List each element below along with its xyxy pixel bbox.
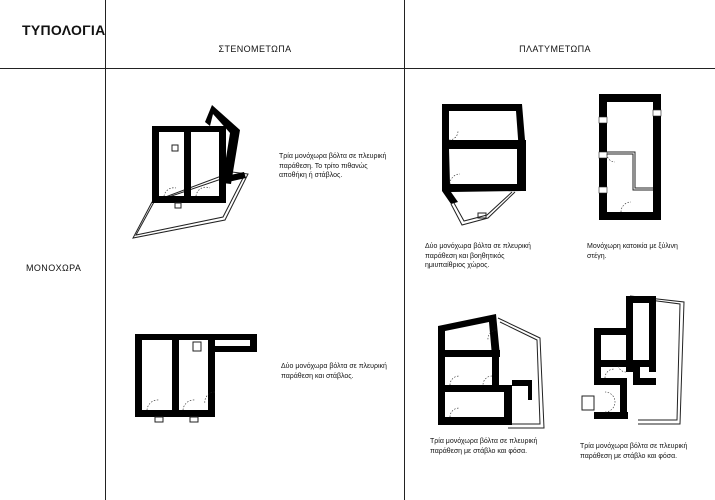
caption-stenometopa-bottom: Δύο μονόχωρα βόλτα σε πλευρική παράθεση και στάβλος.: [281, 363, 387, 380]
column-divider: [404, 0, 405, 500]
column-header-platymetopa: ΠΛΑΤΥΜΕΤΩΠΑ: [519, 44, 591, 54]
column-header-stenometopa: ΣΤΕΝΟΜΕΤΩΠΑ: [218, 44, 292, 54]
caption-platymetopa-bottom-right: Τρία μονόχωρα βόλτα σε πλευρική παράθεση με στάβλο και φόσα.: [580, 443, 688, 460]
floor-plan-two-vaults-stable: [135, 332, 260, 427]
floor-plan-three-vaults-stable-pit-a: [436, 300, 556, 430]
floor-plan-three-vaults: [130, 100, 260, 245]
header-divider: [0, 68, 715, 69]
caption-platymetopa-top-right: Μονόχωρη κατοικία με ξύλινη στέγη.: [587, 243, 678, 260]
floor-plan-single-wooden-roof: [595, 92, 665, 224]
row-label-divider: [105, 0, 106, 500]
caption-platymetopa-top-left: Δύο μονόχωρα βόλτα σε πλευρική παράθεση και βοηθητικός ημιυπαίθριος χώρος.: [425, 243, 531, 269]
caption-platymetopa-bottom-left: Τρία μονόχωρα βόλτα σε πλευρική παράθεση με στάβλο και φόσα.: [430, 438, 538, 455]
row-label-monochora: ΜΟΝΟΧΩΡΑ: [26, 263, 82, 273]
page-title: ΤΥΠΟΛΟΓΙΑ: [22, 22, 106, 38]
floor-plan-three-vaults-stable-pit-b: [580, 292, 690, 430]
floor-plan-two-vaults-semi-open: [438, 100, 530, 230]
caption-stenometopa-top: Τρία μονόχωρα βόλτα σε πλευρική παράθεση. Το τρίτο πιθανώς αποθήκη ή στάβλος.: [279, 153, 387, 179]
